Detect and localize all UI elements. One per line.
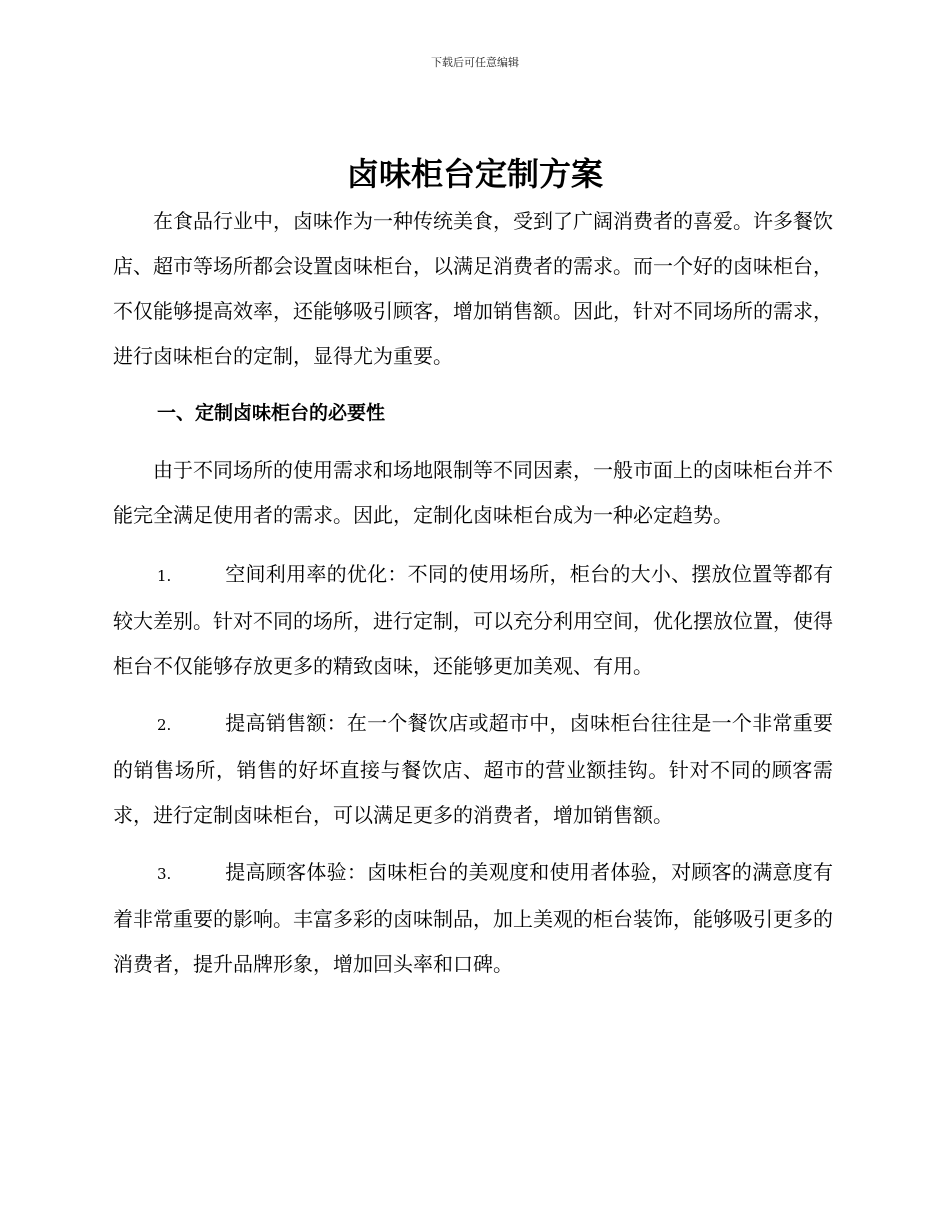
list-item	[113, 850, 833, 987]
section-heading: 一、定制卤味柜台的必要性	[157, 402, 386, 424]
section-paragraph: 由于不同场所的使用需求和场地限制等不同因素，一般市面上的卤味柜台并不能完全满足使用者的需求。因此，定制化卤味柜台成为一种必定趋势。	[113, 458, 833, 527]
document-body	[113, 199, 833, 987]
list-text: 提高顾客体验：卤味柜台的美观度和使用者体验，对顾客的满意度有着非常重要的影响。丰富多彩的卤味制品，加上美观的柜台装饰，能够吸引更多的消费者，提升品牌形象，增加回头率和口碑。	[113, 860, 833, 976]
list-number: 2.	[157, 716, 172, 734]
list-text: 提高销售额：在一个餐饮店或超市中，卤味柜台往往是一个非常重要的销售场所，销售的好坏直接与餐饮店、超市的营业额挂钩。针对不同的顾客需求，进行定制卤味柜台，可以满足更多的消费者，增加销售额。	[113, 711, 833, 827]
list-text: 空间利用率的优化：不同的使用场所，柜台的大小、摆放位置等都有较大差别。针对不同的场所，进行定制，可以充分利用空间，优化摆放位置，使得柜台不仅能够存放更多的精致卤味，还能够更加美观、有用。	[113, 562, 833, 678]
list-item	[113, 701, 833, 838]
page-title: 卤味柜台定制方案	[346, 155, 603, 193]
list-number: 3.	[157, 865, 172, 883]
list-item	[113, 552, 833, 689]
intro-paragraph: 在食品行业中，卤味作为一种传统美食，受到了广阔消费者的喜爱。许多餐饮店、超市等场所都会设置卤味柜台，以满足消费者的需求。而一个好的卤味柜台，不仅能够提高效率，还能够吸引顾客，增加销售额。因此，针对不同场所的需求，进行卤味柜台的定制，显得尤为重要。	[113, 209, 833, 368]
list-number: 1.	[157, 567, 172, 585]
header-note: 下载后可任意编辑	[431, 56, 519, 69]
